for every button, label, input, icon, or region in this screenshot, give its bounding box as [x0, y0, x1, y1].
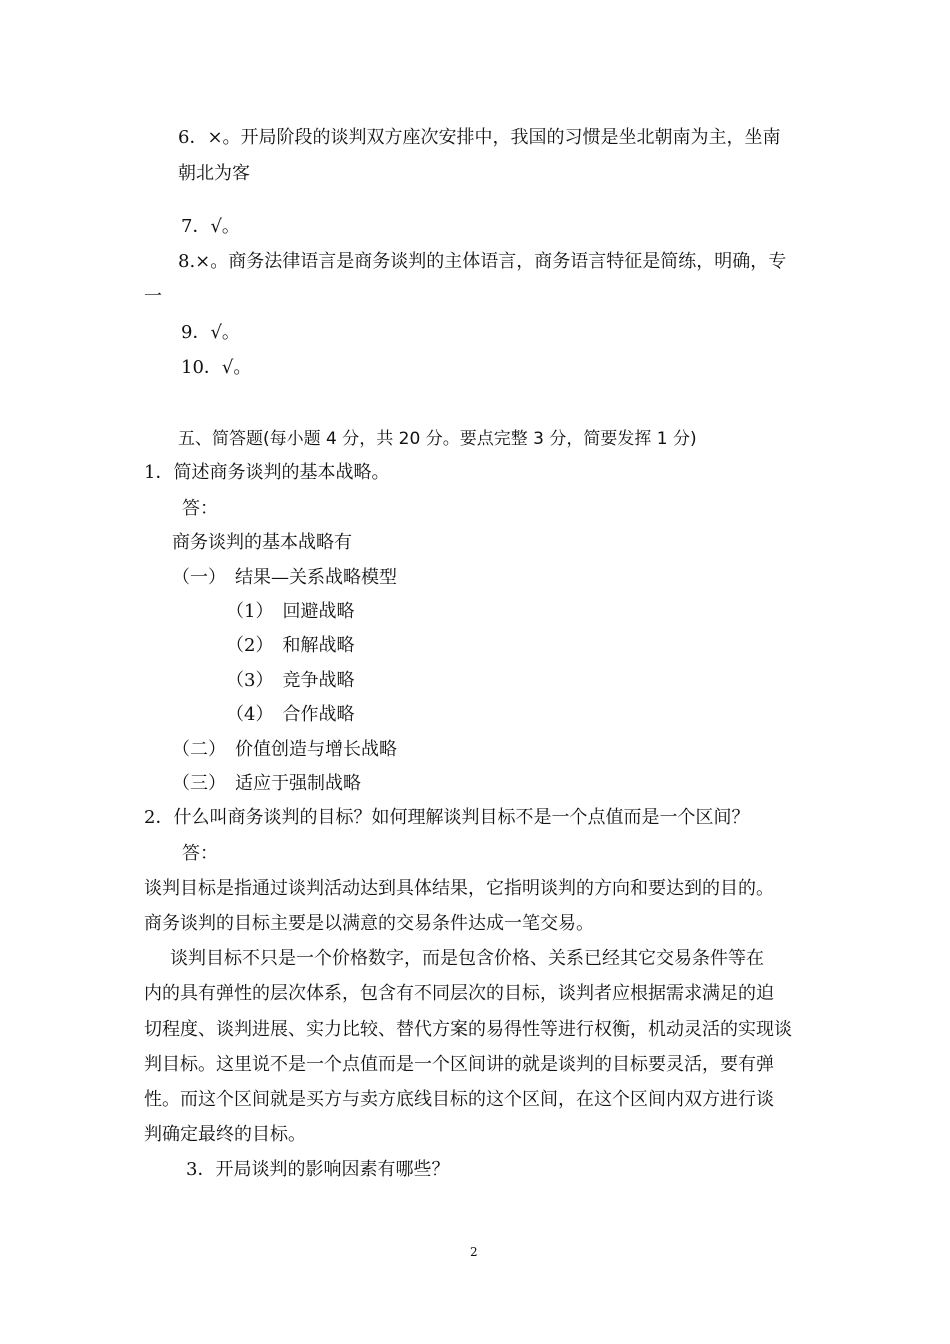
answer-10: 10．√。: [181, 357, 252, 378]
answer-1-intro: 商务谈判的基本战略有: [172, 532, 352, 553]
question-2: 2．什么叫商务谈判的目标？如何理解谈判目标不是一个点值而是一个区间？: [144, 807, 750, 828]
strategy-item-3: （3） 竞争战略: [226, 670, 355, 691]
answer-6-line-2: 朝北为客: [178, 163, 250, 184]
answer-2-line: 性。而这个区间就是买方与卖方底线目标的这个区间，在这个区间内双方进行谈: [144, 1089, 774, 1110]
question-3: 3．开局谈判的影响因素有哪些？: [186, 1159, 450, 1180]
answer-2-line: 判目标。这里说不是一个点值而是一个区间讲的就是谈判的目标要灵活，要有弹: [144, 1054, 774, 1075]
page-number: 2: [470, 1245, 478, 1259]
question-1: 1．简述商务谈判的基本战略。: [144, 462, 390, 483]
strategy-group-1: （一） 结果—关系战略模型: [172, 567, 397, 588]
answer-2-line: 谈判目标不只是一个价格数字，而是包含价格、关系已经其它交易条件等在: [170, 948, 764, 969]
answer-8-line-1: 8.×。商务法律语言是商务谈判的主体语言，商务语言特征是简练，明确，专: [178, 251, 787, 272]
answer-8-line-2: 一: [144, 286, 162, 307]
answer-9: 9．√。: [181, 322, 240, 343]
answer-2-line: 内的具有弹性的层次体系，包含有不同层次的目标，谈判者应根据需求满足的迫: [144, 983, 774, 1004]
strategy-item-1: （1） 回避战略: [226, 601, 355, 622]
answer-label: 答：: [182, 843, 218, 864]
answer-7: 7．√。: [181, 216, 240, 237]
strategy-group-3: （三） 适应于强制战略: [172, 773, 361, 794]
answer-6-line-1: 6．×。开局阶段的谈判双方座次安排中，我国的习惯是坐北朝南为主，坐南: [178, 127, 781, 148]
strategy-item-2: （2） 和解战略: [226, 635, 355, 656]
answer-2-line: 判确定最终的目标。: [144, 1124, 306, 1145]
answer-2-line: 切程度、谈判进展、实力比较、替代方案的易得性等进行权衡，机动灵活的实现谈: [144, 1019, 792, 1040]
strategy-group-2: （二） 价值创造与增长战略: [172, 739, 397, 760]
answer-2-line: 谈判目标是指通过谈判活动达到具体结果，它指明谈判的方向和要达到的目的。: [144, 878, 774, 899]
answer-2-line: 商务谈判的目标主要是以满意的交易条件达成一笔交易。: [144, 913, 594, 934]
strategy-item-4: （4） 合作战略: [226, 704, 355, 725]
section-five-heading: 五、简答题(每小题 4 分，共 20 分。要点完整 3 分，简要发挥 1 分): [178, 429, 697, 449]
answer-label: 答：: [182, 498, 218, 519]
